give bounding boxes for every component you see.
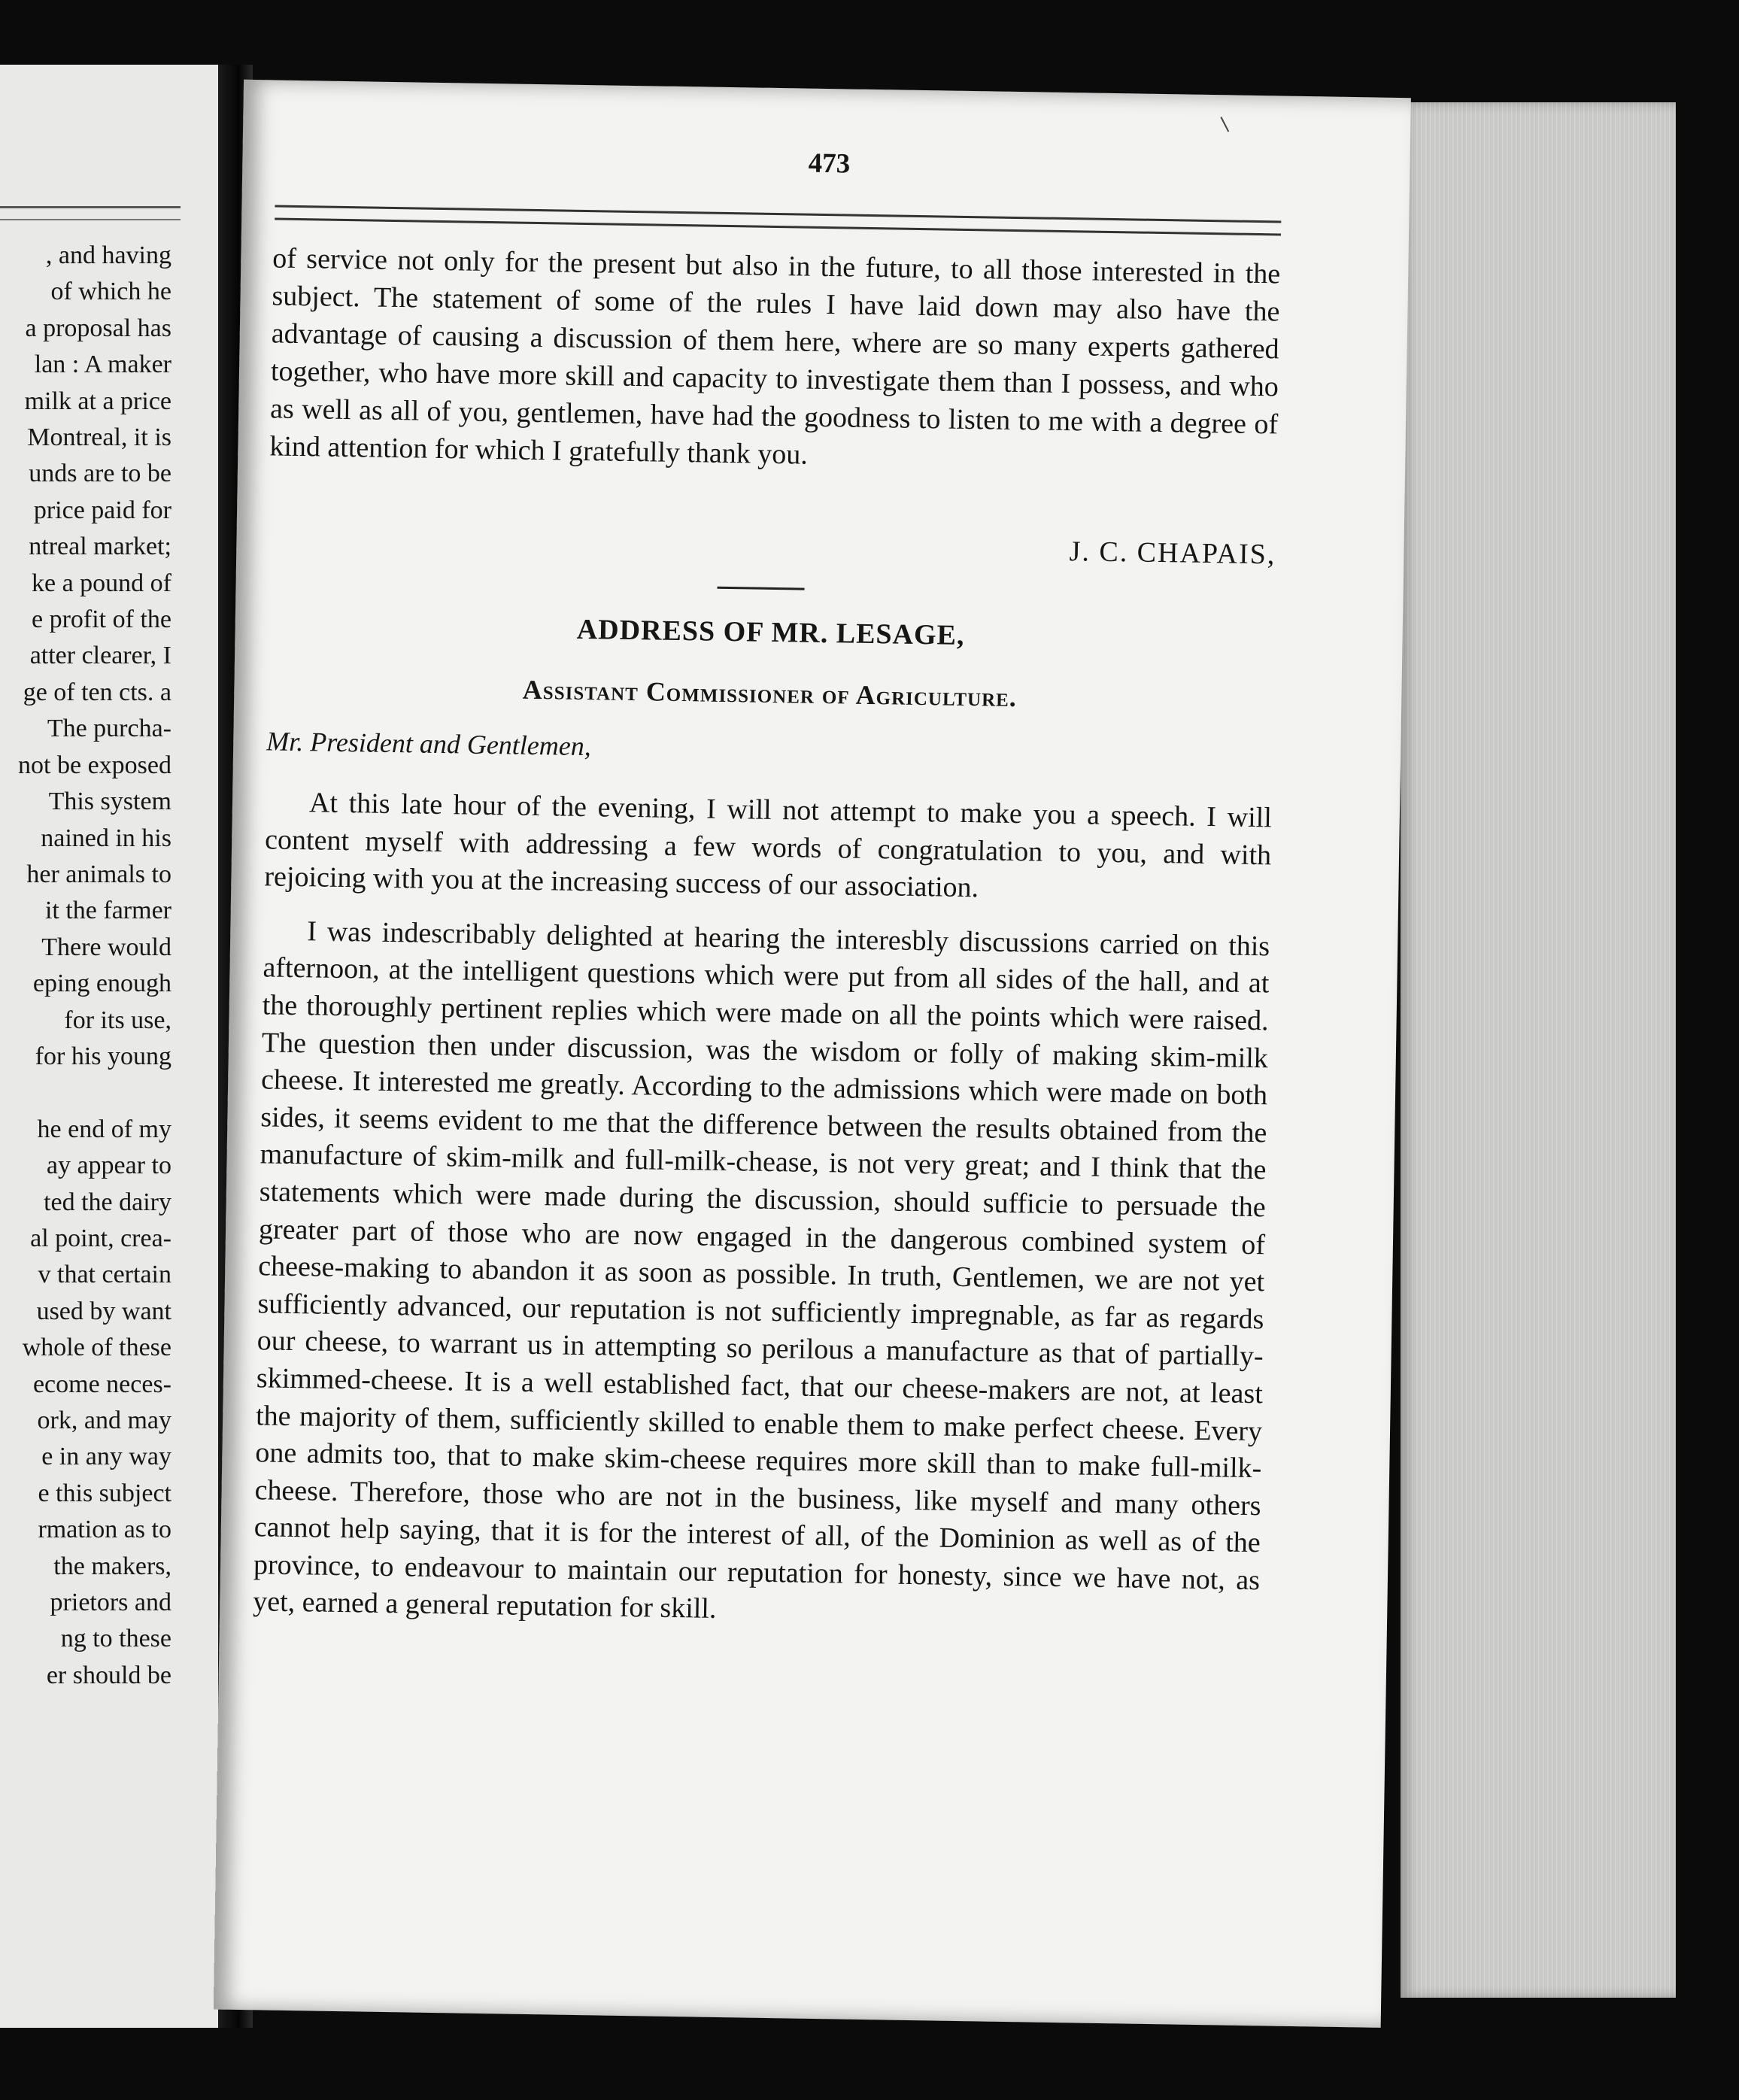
address-title: ADDRESS OF MR. LESAGE, bbox=[576, 613, 965, 651]
signature: J. C. CHAPAIS, bbox=[1069, 536, 1276, 571]
left-line: a proposal has bbox=[25, 314, 171, 342]
left-line: milk at a price bbox=[24, 387, 171, 415]
left-line: her animals to bbox=[26, 860, 171, 888]
left-line: er should be bbox=[46, 1661, 171, 1689]
left-line: al point, crea- bbox=[30, 1224, 171, 1252]
left-line: of which he bbox=[50, 278, 171, 306]
page-number: 473 bbox=[808, 147, 851, 180]
left-page bbox=[0, 65, 218, 2028]
left-line: ge of ten cts. a bbox=[23, 678, 171, 706]
section-divider bbox=[718, 587, 805, 590]
paragraph-gap bbox=[18, 1075, 171, 1111]
left-line: Montreal, it is bbox=[27, 423, 171, 452]
left-line: lan : A maker bbox=[34, 351, 171, 379]
left-line: e in any way bbox=[41, 1443, 171, 1471]
left-line: ke a pound of bbox=[31, 569, 171, 597]
left-line: v that certain bbox=[38, 1261, 171, 1289]
left-line: price paid for bbox=[33, 496, 171, 524]
left-line: There would bbox=[41, 933, 171, 961]
body-paragraph: At this late hour of the evening, I will not attempt to make you a speech. I will content myself with addressing a few words of congratulation to you, and with rejoicing with you at the increasing success of our association. bbox=[264, 787, 1273, 904]
left-line: nained in his bbox=[41, 824, 171, 852]
address-body bbox=[253, 784, 1273, 1653]
left-line: ecome neces- bbox=[32, 1370, 171, 1398]
salutation: Mr. President and Gentlemen, bbox=[266, 726, 592, 762]
opening-paragraph bbox=[269, 239, 1281, 481]
left-line: for his young bbox=[35, 1042, 171, 1070]
left-line: atter clearer, I bbox=[29, 642, 171, 670]
left-line: prietors and bbox=[50, 1589, 171, 1617]
left-page-header-rule bbox=[0, 206, 181, 220]
left-line: the makers, bbox=[53, 1552, 171, 1580]
left-line: e this subject bbox=[38, 1479, 171, 1507]
left-page-text bbox=[18, 238, 171, 1694]
left-line: it the farmer bbox=[44, 897, 171, 925]
right-page bbox=[214, 80, 1411, 2028]
left-line: used by want bbox=[36, 1297, 171, 1325]
left-line: eping enough bbox=[32, 970, 171, 998]
ink-mark bbox=[1220, 117, 1229, 132]
body-paragraph: I was indescribably delighted at hearing the interesbly discussions carried on this afternoon, at the intelligent questions which were put from all sides of the hall, and at the thoroughly pertinent replies which were made on all the points which were raised. The question then under discussion, was the wisdom or folly of making skim-milk cheese. It interested me greatly. According to the admissions which were made on both sides, it seems evident to me that the difference between the results obtained from the manufacture of skim-milk and full-milk-chease, is not very great; and I think that the statements which were made during the discussion, should sufficie to persuade the greater part of those who are now engaged in the dangerous combined system of cheese-making to abandon it as soon as possible. In truth, Gentlemen, we are not yet sufficiently advanced, our reputation is not sufficiently impregnable, as far as regards our cheese, to warrant us in attempting so perilous a manufacture as that of partially-skimmed-cheese. It is a well established fact, that our cheese-makers are not, at least the majority of them, sufficiently skilled to enable them to make perfect cheese. Every one admits too, that to make skim-cheese requires more skill than to make full-milk-cheese. Therefore, those who are not in the business, like myself and many others cannot help saying, that it is for the interest of all, of the Dominion as well as of the province, to endeavour to maintain our reputation for honesty, since we have not, as yet, earned a general reputation for skill. bbox=[252, 915, 1270, 1625]
left-line: The purcha- bbox=[47, 715, 171, 743]
page-edges bbox=[1401, 102, 1676, 1998]
left-line: rmation as to bbox=[38, 1516, 171, 1544]
left-line: , and having bbox=[45, 241, 171, 269]
left-line: not be exposed bbox=[18, 751, 171, 779]
left-line: for its use, bbox=[64, 1006, 171, 1034]
left-line: This system bbox=[48, 788, 171, 816]
left-line: he end of my bbox=[37, 1115, 171, 1143]
left-line: e profit of the bbox=[32, 605, 171, 634]
left-line: ted the dairy bbox=[44, 1188, 171, 1216]
address-subtitle: Assistant Commissioner of Agriculture. bbox=[522, 674, 1018, 713]
left-line: ng to these bbox=[60, 1625, 171, 1653]
header-rule bbox=[275, 205, 1281, 235]
opening-paragraph-text: of service not only for the present but also in the future, to all those interested in the subject. The statement of some of the rules I have laid down may also have the advantage of causing a discussion of them here, where are so many experts gathered together, who have more skill and capacity to investigate them than I possess, and who as well as all of you, gentlemen, have had the goodness to listen to me with a degree of kind attention for which I gratefully thank you. bbox=[269, 242, 1281, 471]
left-line: ay appear to bbox=[46, 1152, 171, 1180]
left-line: ntreal market; bbox=[29, 533, 171, 561]
left-line: unds are to be bbox=[29, 460, 171, 488]
left-line: whole of these bbox=[22, 1334, 171, 1362]
left-line: ork, and may bbox=[37, 1406, 171, 1434]
